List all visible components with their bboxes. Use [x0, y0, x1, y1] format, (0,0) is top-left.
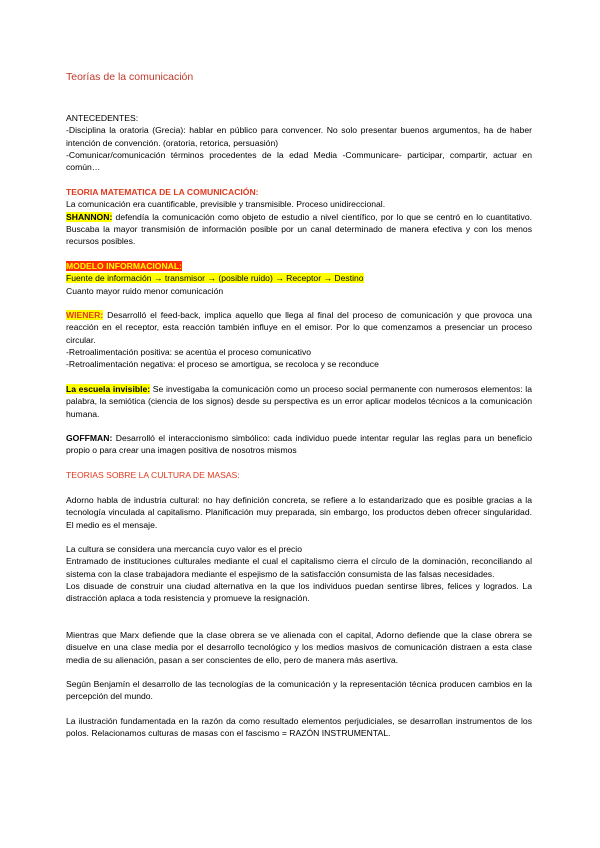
- wiener-positive: -Retroalimentación positiva: se acentúa el proceso comunicativo: [66, 346, 312, 357]
- modelo-heading: MODELO INFORMACIONAL:: [66, 261, 183, 271]
- teoria-matematica-section: [66, 186, 532, 247]
- ilustracion-paragraph: La ilustración fundamentada en la razón da como resultado elementos perjudiciales, se desarrollan instrumentos de los polos. Relacionamos culturas de masas con el fascismo = RAZÓN INSTRUMENTAL.: [66, 716, 532, 739]
- shannon-label: SHANNON:: [66, 211, 113, 222]
- antecedentes-section: [66, 112, 532, 173]
- escuela-text: Se investigaba la comunicación como un proceso social permanente con numerosos elementos: la palabra, la semiótica (ciencia de los signos) desde su perspectiva es un error aplicar modelos técnicos a la comunicación humana.: [66, 384, 532, 419]
- entramado-paragraph: Entramado de instituciones culturales mediante el cual el capitalismo cierra el círculo de la dominación, reconciliando al sistema con la clase trabajadora mediante el espejismo de la satisfacción consumista de las falsas necesidades.: [66, 556, 532, 579]
- wiener-paragraph: [66, 309, 532, 346]
- teoria-matematica-heading: TEORIA MATEMATICA DE LA COMUNICACIÓN:: [66, 187, 259, 197]
- mercancia-block: [66, 543, 532, 604]
- teoria-matematica-line: La comunicación era cuantificable, previsible y transmisible. Proceso unidireccional.: [66, 199, 386, 210]
- wiener-label: WIENER:: [66, 310, 104, 320]
- shannon-text: defendía la comunicación como objeto de estudio a nivel científico, por lo que se centró en lo cuantitativo. Buscaba la mayor transmisión de información posible por un canal determinado de manera efectiva y con los menos recursos posibles.: [66, 211, 532, 247]
- wiener-section: [66, 309, 532, 370]
- goffman-label: GOFFMAN:: [66, 433, 113, 443]
- wiener-text: Desarrolló el feed-back, implica aquello que llega al final del proceso de comunicación y que provoca una reacción en el receptor, esta reacción también influye en el emisor. Por lo que comenzamos a presenciar un proceso circular.: [66, 310, 532, 345]
- escuela-paragraph: [66, 383, 532, 420]
- antecedentes-heading: ANTECEDENTES:: [66, 113, 139, 123]
- escuela-section: [66, 383, 532, 420]
- disuade-paragraph: Los disuade de construir una ciudad alternativa en la que los individuos puedan sentirse libres, felices y logrados. La distracción aplaca a toda resistencia y promueve la resignación.: [66, 580, 532, 604]
- document-title: Teorías de la comunicación: [66, 71, 194, 83]
- adorno-paragraph-block: [66, 494, 532, 531]
- masas-heading: TEORIAS SOBRE LA CULTURA DE MASAS:: [66, 470, 240, 480]
- escuela-label: La escuela invisible:: [66, 384, 151, 394]
- mercancia-line: La cultura se considera una mercancía cuyo valor es el precio: [66, 544, 302, 554]
- adorno-paragraph: Adorno habla de industria cultural: no hay definición concreta, se refiere a lo estandarizado que es posible gracias a la tecnología vinculada al capitalismo. Planificación muy preparada, sin embargo, los productos deben ofrecer singularidad. El medio es el mensaje.: [66, 495, 532, 530]
- goffman-section: [66, 432, 532, 457]
- ilustracion-block: [66, 715, 532, 740]
- antecedentes-line: -Comunicar/comunicación términos procedentes de la edad Media -Communicare- participar, compartir, actuar en común…: [66, 149, 532, 173]
- goffman-paragraph: [66, 432, 532, 457]
- modelo-line: Cuanto mayor ruido menor comunicación: [66, 285, 224, 296]
- modelo-chain: Fuente de información → transmisor → (posible ruido) → Receptor → Destino: [66, 273, 364, 284]
- wiener-negative: -Retroalimentación negativa: el proceso se amortigua, se recoloca y se reconduce: [66, 359, 379, 370]
- modelo-section: [66, 260, 532, 297]
- antecedentes-line: -Disciplina la oratoria (Grecia): hablar en público para convencer. No solo presentar buenos argumentos, ha de haber intención de convención. (oratoria, retorica, persuasión): [66, 125, 532, 148]
- shannon-paragraph: [66, 211, 532, 248]
- benjamin-paragraph: Según Benjamín el desarrollo de las tecnologías de la comunicación y la representación técnica producen cambios en la percepción del mundo.: [66, 679, 532, 702]
- marx-block: [66, 629, 532, 666]
- marx-paragraph: Mientras que Marx defiende que la clase obrera se ve alienada con el capital, Adorno defiende que la clase obrera se disuelve en una clase media por el desarrollo tecnológico y los medios masivos de comunicación distraen a esta clase media de su alienación, pasan a ser conscientes de ello, pero de manera más asertiva.: [66, 630, 532, 665]
- goffman-text: Desarrolló el interaccionismo simbólico: cada individuo puede intentar regular las reglas para un beneficio propio o para crear una imagen positiva de nosotros mismos: [66, 433, 532, 456]
- benjamin-block: [66, 678, 532, 703]
- masas-heading-block: [66, 469, 532, 481]
